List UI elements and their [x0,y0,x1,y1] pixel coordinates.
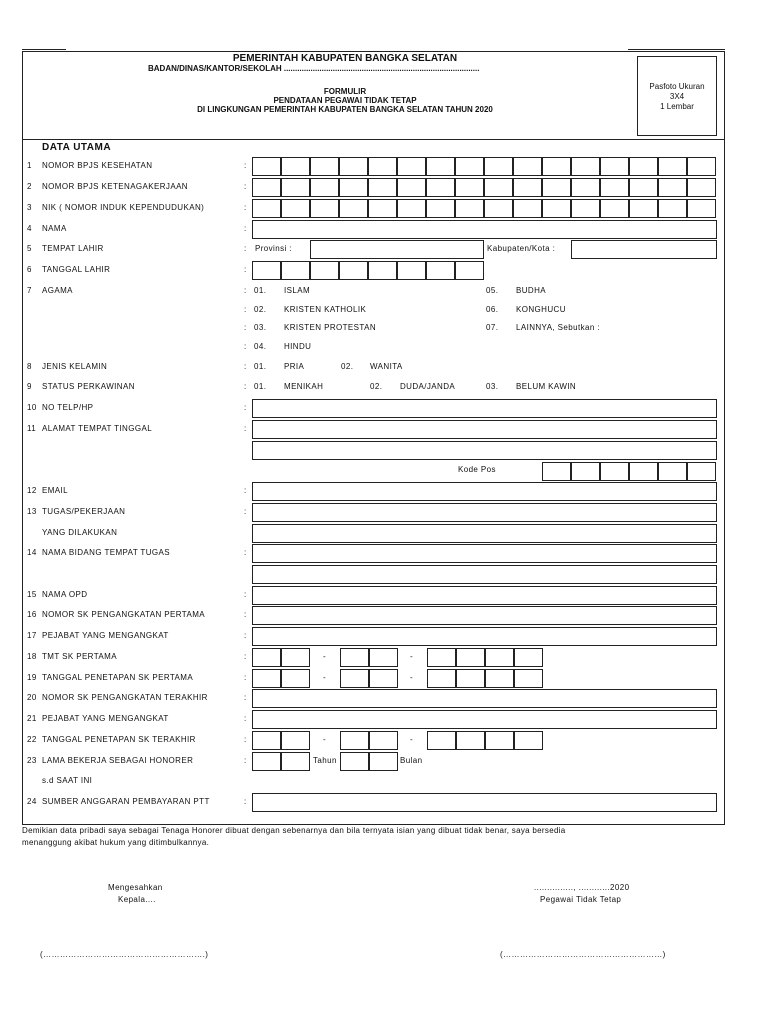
field-label: NO TELP/HP [42,403,94,412]
tgl-sk-terakhir-cell[interactable] [456,731,485,750]
field-colon: : [244,362,247,371]
opd-input[interactable] [252,586,717,605]
alamat-input-1[interactable] [252,420,717,439]
bpjs-ketenagakerjaan-cell[interactable] [484,178,513,197]
field-colon: : [244,486,247,495]
agama-colon-3: : [244,323,247,332]
nik-cell[interactable] [484,199,513,218]
tanggal-lahir-cell[interactable] [252,261,281,280]
nik-cell[interactable] [571,199,600,218]
sign-right-name: (…………………………………………………) [500,950,666,959]
bpjs-ketenagakerjaan-cell[interactable] [310,178,339,197]
kabupaten-input[interactable] [571,240,717,259]
tanggal-lahir-cell[interactable] [339,261,368,280]
field-colon: : [244,286,247,295]
field-number: 3 [27,203,32,212]
field-number: 4 [27,224,32,233]
bpjs-ketenagakerjaan-cell[interactable] [281,178,310,197]
lama-tahun-cell[interactable] [281,752,310,771]
nik-cell[interactable] [542,199,571,218]
kode-pos-cell[interactable] [571,462,600,481]
bpjs-ketenagakerjaan-cell[interactable] [658,178,687,197]
sign-left-line1: Mengesahkan [108,883,163,892]
field-colon: : [244,203,247,212]
tmt-cell[interactable] [514,648,543,667]
header-line4: PENDATAAN PEGAWAI TIDAK TETAP [273,96,417,105]
bpjs-ketenagakerjaan-cell[interactable] [368,178,397,197]
header-divider [22,139,725,140]
alamat-input-2[interactable] [252,441,717,460]
marital-name-3: BELUM KAWIN [516,382,577,391]
tanggal-lahir-cell[interactable] [455,261,484,280]
nik-cell[interactable] [658,199,687,218]
agama-code-3: 03. [254,323,267,332]
field-label: TANGGAL LAHIR [42,265,111,274]
field-colon: : [244,714,247,723]
field-number: 10 [27,403,37,412]
bpjs-ketenagakerjaan-cell[interactable] [339,178,368,197]
field-label: LAMA BEKERJA SEBAGAI HONORER [42,756,194,765]
tgl-sk-pertama-cell[interactable] [514,669,543,688]
tgl-sk-terakhir-cell[interactable] [369,731,398,750]
agama-colon-2: : [244,305,247,314]
sk-terakhir-input[interactable] [252,689,717,708]
lama-bulan-cell[interactable] [340,752,369,771]
field-label: NOMOR SK PENGANGKATAN TERAKHIR [42,693,208,702]
tgl-sk-terakhir-cell[interactable] [281,731,310,750]
field-number: 13 [27,507,37,516]
bpjs-kesehatan-cell[interactable] [513,157,542,176]
nik-cell[interactable] [426,199,455,218]
kode-pos-cell[interactable] [600,462,629,481]
field-label: NOMOR BPJS KESEHATAN [42,161,153,170]
field-number: 11 [27,424,37,433]
field-number: 24 [27,797,37,806]
tanggal-lahir-cell[interactable] [310,261,339,280]
corner-line-left [22,49,66,50]
agama-name-2: KRISTEN KATHOLIK [284,305,367,314]
field-label: EMAIL [42,486,69,495]
sd-saat-ini-label: s.d SAAT INI [42,776,93,785]
field-colon: : [244,548,247,557]
field-label: AGAMA [42,286,73,295]
field-number: 17 [27,631,37,640]
gender-name-1: PRIA [284,362,305,371]
field-number: 21 [27,714,37,723]
agama-name-4: HINDU [284,342,312,351]
bpjs-ketenagakerjaan-cell[interactable] [600,178,629,197]
tanggal-lahir-cell[interactable] [426,261,455,280]
tanggal-lahir-cell[interactable] [281,261,310,280]
field-label: NAMA OPD [42,590,88,599]
nik-cell[interactable] [397,199,426,218]
bpjs-ketenagakerjaan-cell[interactable] [629,178,658,197]
field-number: 23 [27,756,37,765]
pejabat-terakhir-input[interactable] [252,710,717,729]
tugas-input-2[interactable] [252,524,717,543]
date-separator: - [323,673,327,682]
field-colon: : [244,161,247,170]
agama-code-2: 02. [254,305,267,314]
bidang-input-1[interactable] [252,544,717,563]
field-colon: : [244,507,247,516]
photo-label-3: 1 Lembar [660,102,694,111]
gender-code-2: 02. [341,362,354,371]
sign-left-name: (………………………………………………….) [40,950,209,959]
pejabat-input[interactable] [252,627,717,646]
agama-colon-4: : [244,342,247,351]
bpjs-ketenagakerjaan-cell[interactable] [542,178,571,197]
declaration-line2: menanggung akibat hukum yang ditimbulkannya. [22,838,210,847]
field-label: SUMBER ANGGARAN PEMBAYARAN PTT [42,797,210,806]
field-colon: : [244,673,247,682]
field-label: NAMA BIDANG TEMPAT TUGAS [42,548,170,557]
field-number: 5 [27,244,32,253]
agama-name-1: ISLAM [284,286,311,295]
tgl-sk-pertama-cell[interactable] [369,669,398,688]
declaration-line1: Demikian data pribadi saya sebagai Tenaga Honorer dibuat dengan sebenarnya dan bila ternyata isian yang dibuat tidak benar, saya bersedia [22,826,566,835]
nik-cell[interactable] [310,199,339,218]
bpjs-kesehatan-cell[interactable] [542,157,571,176]
tugas-input-1[interactable] [252,503,717,522]
tgl-sk-pertama-cell[interactable] [427,669,456,688]
bpjs-ketenagakerjaan-cell[interactable] [687,178,716,197]
nik-cell[interactable] [629,199,658,218]
field-colon: : [244,735,247,744]
field-colon: : [244,652,247,661]
corner-line-right [628,49,725,50]
bpjs-ketenagakerjaan-cell[interactable] [252,178,281,197]
bpjs-ketenagakerjaan-cell[interactable] [513,178,542,197]
field-label: TMT SK PERTAMA [42,652,117,661]
field-colon: : [244,610,247,619]
nik-cell[interactable] [281,199,310,218]
lama-bulan-cell[interactable] [369,752,398,771]
date-separator: - [323,652,327,661]
field-number: 14 [27,548,37,557]
field-colon: : [244,756,247,765]
tgl-sk-pertama-cell[interactable] [485,669,514,688]
date-separator: - [323,735,327,744]
marital-code-1: 01. [254,382,267,391]
tahun-label: Tahun [313,756,337,765]
field-label: TANGGAL PENETAPAN SK PERTAMA [42,673,194,682]
nik-cell[interactable] [339,199,368,218]
tgl-sk-pertama-cell[interactable] [456,669,485,688]
field-label: ALAMAT TEMPAT TINGGAL [42,424,153,433]
date-separator: - [410,735,414,744]
field-label: NOMOR BPJS KETENAGAKERJAAN [42,182,188,191]
field-label: TUGAS/PEKERJAAN [42,507,126,516]
agama-name-7: LAINNYA, Sebutkan : [516,323,600,332]
agama-name-5: BUDHA [516,286,547,295]
bpjs-kesehatan-cell[interactable] [658,157,687,176]
field-colon: : [244,797,247,806]
provinsi-label: Provinsi : [255,244,292,253]
tgl-sk-terakhir-cell[interactable] [340,731,369,750]
tmt-cell[interactable] [340,648,369,667]
tmt-cell[interactable] [456,648,485,667]
gender-name-2: WANITA [370,362,403,371]
sk-pertama-input[interactable] [252,606,717,625]
bpjs-kesehatan-cell[interactable] [600,157,629,176]
field-number: 19 [27,673,37,682]
agama-code-7: 07. [486,323,499,332]
tmt-cell[interactable] [485,648,514,667]
field-colon: : [244,424,247,433]
sign-right-title: Pegawai Tidak Tetap [540,895,622,904]
bpjs-kesehatan-cell[interactable] [397,157,426,176]
field-label: NIK ( NOMOR INDUK KEPENDUDUKAN) [42,203,205,212]
tgl-sk-terakhir-cell[interactable] [514,731,543,750]
tgl-sk-pertama-cell[interactable] [252,669,281,688]
nik-cell[interactable] [600,199,629,218]
bpjs-kesehatan-cell[interactable] [252,157,281,176]
tmt-cell[interactable] [369,648,398,667]
nik-cell[interactable] [513,199,542,218]
agama-code-6: 06. [486,305,499,314]
kode-pos-cell[interactable] [542,462,571,481]
field-number: 9 [27,382,32,391]
field-colon: : [244,693,247,702]
kode-pos-cell[interactable] [658,462,687,481]
field-label: JENIS KELAMIN [42,362,108,371]
tanggal-lahir-cell[interactable] [397,261,426,280]
field-label: TANGGAL PENETAPAN SK TERAKHIR [42,735,196,744]
bpjs-kesehatan-cell[interactable] [455,157,484,176]
field-label: STATUS PERKAWINAN [42,382,135,391]
marital-name-1: MENIKAH [284,382,324,391]
photo-box[interactable] [637,56,717,136]
field-label: NAMA [42,224,67,233]
tmt-cell[interactable] [427,648,456,667]
field-number: 12 [27,486,37,495]
bidang-input-2[interactable] [252,565,717,584]
bpjs-ketenagakerjaan-cell[interactable] [571,178,600,197]
field-number: 2 [27,182,32,191]
field-number: 6 [27,265,32,274]
sign-right-date: ..............., ............2020 [534,883,630,892]
nik-cell[interactable] [368,199,397,218]
tgl-sk-pertama-cell[interactable] [281,669,310,688]
sumber-anggaran-input[interactable] [252,793,717,812]
field-number: 16 [27,610,37,619]
nik-cell[interactable] [455,199,484,218]
header-line2: BADAN/DINAS/KANTOR/SEKOLAH ........................................................................................ [148,64,480,73]
agama-name-6: KONGHUCU [516,305,566,314]
agama-code-4: 04. [254,342,267,351]
agama-code-5: 05. [486,286,499,295]
agama-name-3: KRISTEN PROTESTAN [284,323,376,332]
nik-cell[interactable] [252,199,281,218]
field-label: PEJABAT YANG MENGANGKAT [42,714,169,723]
photo-label-2: 3X4 [669,92,685,101]
agama-code-1: 01. [254,286,267,295]
field-colon: : [244,182,247,191]
bpjs-kesehatan-cell[interactable] [484,157,513,176]
field-colon: : [244,631,247,640]
yang-dilakukan-label: YANG DILAKUKAN [42,528,118,537]
bpjs-ketenagakerjaan-cell[interactable] [455,178,484,197]
field-number: 20 [27,693,37,702]
sign-left-line2: Kepala.... [118,895,156,904]
date-separator: - [410,652,414,661]
field-colon: : [244,244,247,253]
bpjs-ketenagakerjaan-cell[interactable] [397,178,426,197]
header-line3: FORMULIR [323,87,367,96]
field-colon: : [244,265,247,274]
field-colon: : [244,224,247,233]
field-colon: : [244,403,247,412]
kode-pos-cell[interactable] [629,462,658,481]
photo-label-1: Pasfoto Ukuran [649,82,705,91]
tgl-sk-terakhir-cell[interactable] [427,731,456,750]
bpjs-kesehatan-cell[interactable] [281,157,310,176]
tgl-sk-terakhir-cell[interactable] [485,731,514,750]
marital-code-2: 02. [370,382,383,391]
field-number: 7 [27,286,32,295]
section-title: DATA UTAMA [42,142,112,153]
kode-pos-cell[interactable] [687,462,716,481]
gender-code-1: 01. [254,362,267,371]
bpjs-kesehatan-cell[interactable] [310,157,339,176]
email-input[interactable] [252,482,717,501]
field-label: PEJABAT YANG MENGANGKAT [42,631,169,640]
bpjs-kesehatan-cell[interactable] [339,157,368,176]
bpjs-kesehatan-cell[interactable] [629,157,658,176]
field-label: TEMPAT LAHIR [42,244,104,253]
header-line5: DI LINGKUNGAN PEMERINTAH KABUPATEN BANGKA SELATAN TAHUN 2020 [197,105,493,114]
tanggal-lahir-cell[interactable] [368,261,397,280]
field-colon: : [244,382,247,391]
field-colon: : [244,590,247,599]
lama-tahun-cell[interactable] [252,752,281,771]
tmt-cell[interactable] [281,648,310,667]
field-number: 8 [27,362,32,371]
kode-pos-label: Kode Pos [458,465,496,474]
tgl-sk-pertama-cell[interactable] [340,669,369,688]
bulan-label: Bulan [400,756,423,765]
date-separator: - [410,673,414,682]
field-number: 22 [27,735,37,744]
tmt-cell[interactable] [252,648,281,667]
bpjs-kesehatan-cell[interactable] [426,157,455,176]
bpjs-kesehatan-cell[interactable] [687,157,716,176]
telp-input[interactable] [252,399,717,418]
bpjs-kesehatan-cell[interactable] [571,157,600,176]
marital-code-3: 03. [486,382,499,391]
nama-input[interactable] [252,220,717,239]
bpjs-ketenagakerjaan-cell[interactable] [426,178,455,197]
header-line1: PEMERINTAH KABUPATEN BANGKA SELATAN [232,53,458,64]
field-number: 18 [27,652,37,661]
field-number: 15 [27,590,37,599]
provinsi-input[interactable] [310,240,484,259]
field-label: NOMOR SK PENGANGKATAN PERTAMA [42,610,206,619]
tgl-sk-terakhir-cell[interactable] [252,731,281,750]
kabupaten-label: Kabupaten/Kota : [487,244,556,253]
marital-name-2: DUDA/JANDA [400,382,456,391]
nik-cell[interactable] [687,199,716,218]
bpjs-kesehatan-cell[interactable] [368,157,397,176]
field-number: 1 [27,161,32,170]
